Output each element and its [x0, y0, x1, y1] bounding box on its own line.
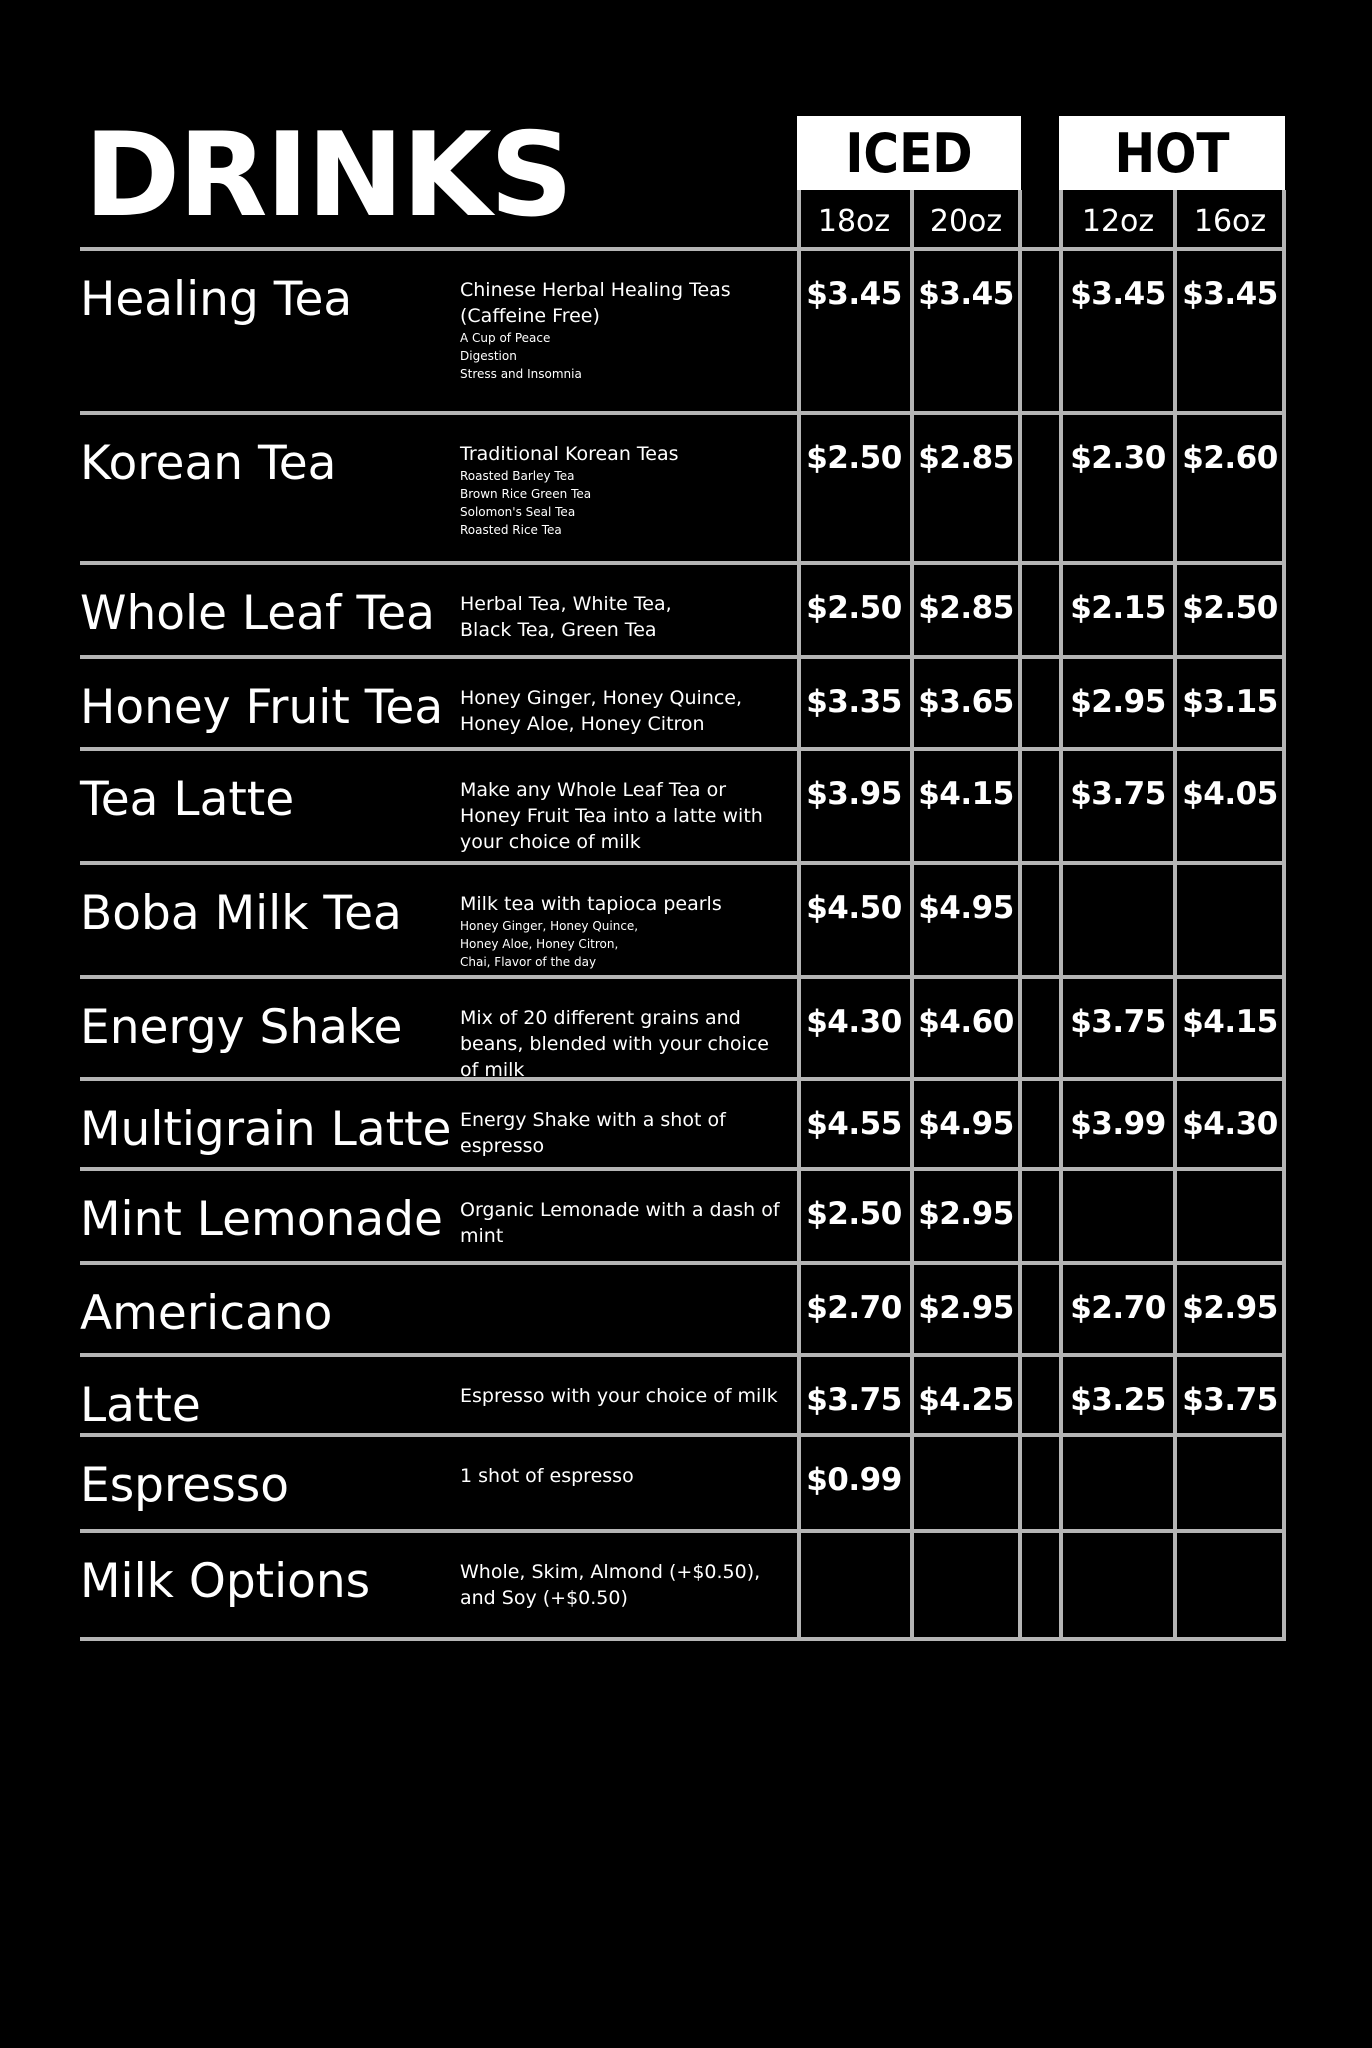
description-line: Honey Fruit Tea into a latte with: [460, 805, 763, 827]
description-line: Mix of 20 different grains and: [460, 1007, 741, 1029]
size-label: 20oz: [929, 204, 1003, 239]
row-divider: [80, 1353, 1285, 1357]
row-divider: [80, 1261, 1285, 1265]
column-divider: [1173, 190, 1177, 1641]
row-divider: [80, 1433, 1285, 1437]
price-cell: $3.75: [806, 1382, 902, 1418]
price-cell: $2.95: [1182, 1290, 1278, 1326]
price-cell: $3.45: [1070, 276, 1166, 312]
price-cell: $2.70: [1070, 1290, 1166, 1326]
description-line: Make any Whole Leaf Tea or: [460, 779, 727, 801]
price-cell: $2.50: [806, 590, 902, 626]
price-cell: $4.15: [1182, 1004, 1278, 1040]
description-line: Black Tea, Green Tea: [460, 619, 657, 641]
item-description: [460, 685, 795, 737]
price-cell: $4.05: [1182, 776, 1278, 812]
item-name: Milk Options: [80, 1554, 371, 1609]
price-cell: $2.50: [1182, 590, 1278, 626]
description-line: Whole, Skim, Almond (+$0.50),: [460, 1561, 761, 1583]
item-name: Mint Lemonade: [80, 1192, 443, 1247]
item-description: [460, 1463, 795, 1489]
description-line: Honey Aloe, Honey Citron: [460, 713, 705, 735]
row-divider: [80, 1637, 1285, 1641]
description-line: your choice of milk: [460, 831, 641, 853]
price-cell: $4.25: [918, 1382, 1014, 1418]
price-cell: $2.70: [806, 1290, 902, 1326]
description-line: of milk: [460, 1059, 525, 1081]
price-cell: $3.75: [1070, 776, 1166, 812]
description-line: beans, blended with your choice: [460, 1033, 769, 1055]
item-description: [460, 1197, 795, 1249]
price-cell: $2.15: [1070, 590, 1166, 626]
price-cell: $2.95: [1070, 684, 1166, 720]
item-name: Tea Latte: [80, 772, 295, 827]
description-subline: Roasted Barley Tea: [460, 469, 575, 483]
price-cell: $3.45: [1182, 276, 1278, 312]
row-divider: [80, 655, 1285, 659]
description-subline: Honey Aloe, Honey Citron,: [460, 937, 619, 951]
item-name: Korean Tea: [80, 436, 337, 491]
price-cell: $2.95: [918, 1290, 1014, 1326]
item-description: [460, 1107, 795, 1159]
price-cell: $4.30: [1182, 1106, 1278, 1142]
item-name: Americano: [80, 1286, 333, 1341]
size-label: 18oz: [817, 204, 891, 239]
item-name: Multigrain Latte: [80, 1102, 452, 1157]
price-cell: $2.30: [1070, 440, 1166, 476]
description-subline: Brown Rice Green Tea: [460, 487, 592, 501]
price-cell: $4.95: [918, 1106, 1014, 1142]
price-cell: $3.99: [1070, 1106, 1166, 1142]
row-divider: [80, 247, 1285, 251]
item-name: Energy Shake: [80, 1000, 403, 1055]
price-cell: $2.85: [918, 590, 1014, 626]
description-line: Traditional Korean Teas: [460, 443, 679, 465]
description-subline: Stress and Insomnia: [460, 367, 582, 381]
row-divider: [80, 747, 1285, 751]
price-cell: $4.50: [806, 890, 902, 926]
description-subline: Digestion: [460, 349, 517, 363]
group-header-iced: ICED: [797, 116, 1021, 190]
item-name: Espresso: [80, 1458, 289, 1513]
group-header-hot: HOT: [1059, 116, 1285, 190]
price-cell: $3.75: [1182, 1382, 1278, 1418]
description-line: and Soy (+$0.50): [460, 1587, 628, 1609]
price-cell: $2.50: [806, 440, 902, 476]
price-cell: $3.15: [1182, 684, 1278, 720]
description-line: Herbal Tea, White Tea,: [460, 593, 672, 615]
item-name: Honey Fruit Tea: [80, 680, 444, 735]
item-name: Boba Milk Tea: [80, 886, 402, 941]
size-label: 16oz: [1193, 204, 1267, 239]
row-divider: [80, 411, 1285, 415]
price-cell: $3.25: [1070, 1382, 1166, 1418]
description-subline: Chai, Flavor of the day: [460, 955, 597, 969]
price-cell: $3.65: [918, 684, 1014, 720]
price-cell: $4.60: [918, 1004, 1014, 1040]
price-cell: $3.45: [806, 276, 902, 312]
item-description: [460, 1383, 795, 1409]
price-cell: $2.95: [918, 1196, 1014, 1232]
price-cell: $4.30: [806, 1004, 902, 1040]
size-label: 12oz: [1081, 204, 1155, 239]
item-description: [460, 441, 795, 539]
price-cell: $4.55: [806, 1106, 902, 1142]
item-description: [460, 1559, 795, 1611]
row-divider: [80, 1529, 1285, 1533]
description-line: mint: [460, 1225, 504, 1247]
description-line: Chinese Herbal Healing Teas: [460, 279, 731, 301]
price-cell: $2.60: [1182, 440, 1278, 476]
row-divider: [80, 861, 1285, 865]
item-name: Whole Leaf Tea: [80, 586, 435, 641]
item-description: [460, 777, 795, 855]
description-line: Milk tea with tapioca pearls: [460, 893, 722, 915]
description-line: Energy Shake with a shot of: [460, 1109, 726, 1131]
price-cell: $3.45: [918, 276, 1014, 312]
row-divider: [80, 561, 1285, 565]
description-subline: Solomon's Seal Tea: [460, 505, 576, 519]
price-cell: $2.50: [806, 1196, 902, 1232]
item-description: [460, 1005, 795, 1083]
price-cell: $4.95: [918, 890, 1014, 926]
row-divider: [80, 975, 1285, 979]
item-name: Healing Tea: [80, 272, 353, 327]
row-divider: [80, 1167, 1285, 1171]
description-subline: Honey Ginger, Honey Quince,: [460, 919, 639, 933]
description-line: espresso: [460, 1135, 545, 1157]
price-cell: $3.75: [1070, 1004, 1166, 1040]
description-line: Organic Lemonade with a dash of: [460, 1199, 780, 1221]
item-description: [460, 277, 795, 383]
description-subline: Roasted Rice Tea: [460, 523, 562, 537]
description-line: (Caffeine Free): [460, 305, 600, 327]
price-cell: $2.85: [918, 440, 1014, 476]
price-cell: $3.35: [806, 684, 902, 720]
column-divider: [1059, 190, 1063, 1641]
price-cell: $4.15: [918, 776, 1014, 812]
item-name: Latte: [80, 1378, 201, 1433]
item-description: [460, 891, 795, 971]
description-line: Honey Ginger, Honey Quince,: [460, 687, 743, 709]
column-divider: [1282, 190, 1286, 1641]
description-line: 1 shot of espresso: [460, 1465, 634, 1487]
menu-title: DRINKS: [84, 108, 572, 243]
description-line: Espresso with your choice of milk: [460, 1385, 778, 1407]
price-cell: $3.95: [806, 776, 902, 812]
description-subline: A Cup of Peace: [460, 331, 551, 345]
price-cell: $0.99: [806, 1462, 902, 1498]
item-description: [460, 591, 795, 643]
